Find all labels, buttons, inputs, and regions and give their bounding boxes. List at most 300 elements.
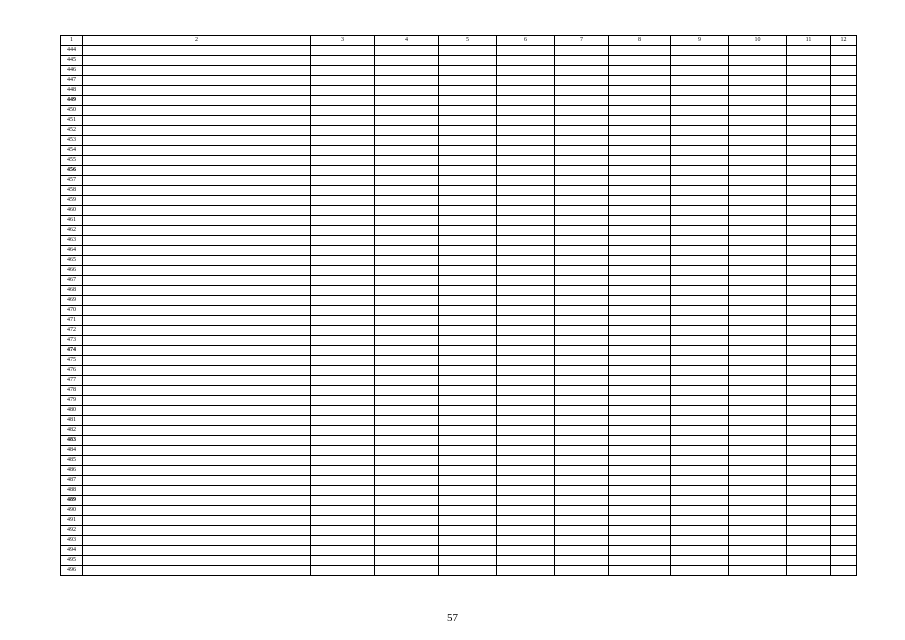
table-cell	[439, 436, 497, 446]
table-cell	[609, 306, 671, 316]
table-cell	[555, 46, 609, 56]
table-cell	[83, 166, 311, 176]
table-cell	[787, 116, 831, 126]
table-cell	[671, 166, 729, 176]
table-cell	[83, 216, 311, 226]
table-cell	[787, 346, 831, 356]
table-cell	[375, 316, 439, 326]
table-cell	[375, 196, 439, 206]
table-cell	[439, 296, 497, 306]
table-cell	[311, 226, 375, 236]
table-cell	[729, 86, 787, 96]
table-cell	[311, 46, 375, 56]
row-number: 467	[61, 276, 83, 286]
table-cell	[671, 396, 729, 406]
table-cell	[831, 346, 857, 356]
table-cell	[787, 66, 831, 76]
table-cell	[439, 486, 497, 496]
table-cell	[831, 96, 857, 106]
table-cell	[609, 146, 671, 156]
table-cell	[497, 56, 555, 66]
table-cell	[439, 446, 497, 456]
table-cell	[555, 486, 609, 496]
table-cell	[439, 506, 497, 516]
subtotal-row	[61, 436, 857, 446]
table-cell	[831, 46, 857, 56]
table-cell	[439, 536, 497, 546]
table-cell	[555, 296, 609, 306]
table-cell	[439, 176, 497, 186]
table-cell	[439, 106, 497, 116]
table-cell	[609, 236, 671, 246]
table-cell	[83, 366, 311, 376]
table-cell	[439, 316, 497, 326]
table-cell	[831, 336, 857, 346]
column-number: 3	[311, 36, 375, 46]
column-number: 9	[671, 36, 729, 46]
table-cell	[311, 86, 375, 96]
table-row	[61, 176, 857, 186]
table-cell	[439, 156, 497, 166]
table-cell	[787, 86, 831, 96]
table-cell	[555, 536, 609, 546]
table-cell	[671, 156, 729, 166]
table-cell	[311, 176, 375, 186]
table-row	[61, 556, 857, 566]
table-cell	[555, 356, 609, 366]
table-row	[61, 106, 857, 116]
table-cell	[311, 476, 375, 486]
table-cell	[311, 286, 375, 296]
table-cell	[831, 546, 857, 556]
table-cell	[671, 96, 729, 106]
table-cell	[83, 546, 311, 556]
table-cell	[609, 566, 671, 576]
table-cell	[439, 226, 497, 236]
table-cell	[497, 336, 555, 346]
table-cell	[671, 216, 729, 226]
table-cell	[729, 276, 787, 286]
table-cell	[831, 406, 857, 416]
table-cell	[439, 206, 497, 216]
table-cell	[555, 86, 609, 96]
table-cell	[497, 226, 555, 236]
table-cell	[729, 446, 787, 456]
table-cell	[83, 76, 311, 86]
table-cell	[555, 216, 609, 226]
table-cell	[83, 236, 311, 246]
row-number: 482	[61, 426, 83, 436]
table-cell	[83, 426, 311, 436]
row-number: 474	[61, 346, 83, 356]
table-cell	[497, 406, 555, 416]
table-cell	[671, 466, 729, 476]
table-cell	[83, 56, 311, 66]
table-cell	[375, 436, 439, 446]
table-cell	[787, 156, 831, 166]
table-cell	[729, 126, 787, 136]
table-cell	[83, 256, 311, 266]
table-cell	[831, 116, 857, 126]
table-cell	[311, 106, 375, 116]
table-cell	[83, 496, 311, 506]
table-cell	[671, 386, 729, 396]
table-cell	[375, 486, 439, 496]
table-cell	[311, 186, 375, 196]
table-cell	[497, 106, 555, 116]
table-cell	[497, 516, 555, 526]
table-cell	[375, 236, 439, 246]
table-cell	[375, 516, 439, 526]
table-row	[61, 446, 857, 456]
column-number: 4	[375, 36, 439, 46]
table-row	[61, 536, 857, 546]
table-cell	[555, 176, 609, 186]
table-cell	[831, 446, 857, 456]
table-cell	[555, 226, 609, 236]
table-cell	[311, 276, 375, 286]
table-cell	[439, 516, 497, 526]
table-cell	[375, 476, 439, 486]
table-cell	[311, 546, 375, 556]
table-cell	[609, 436, 671, 446]
table-cell	[609, 446, 671, 456]
table-cell	[375, 56, 439, 66]
table-cell	[375, 406, 439, 416]
row-number: 460	[61, 206, 83, 216]
table-cell	[671, 176, 729, 186]
table-cell	[311, 466, 375, 476]
table-cell	[787, 306, 831, 316]
table-cell	[83, 346, 311, 356]
table-cell	[671, 266, 729, 276]
table-cell	[609, 506, 671, 516]
table-row	[61, 196, 857, 206]
table-cell	[311, 386, 375, 396]
table-cell	[555, 426, 609, 436]
table-cell	[729, 156, 787, 166]
table-cell	[311, 66, 375, 76]
table-cell	[555, 506, 609, 516]
table-cell	[609, 416, 671, 426]
table-cell	[555, 416, 609, 426]
table-cell	[497, 316, 555, 326]
table-cell	[671, 106, 729, 116]
table-cell	[439, 186, 497, 196]
table-cell	[831, 166, 857, 176]
table-cell	[375, 496, 439, 506]
table-cell	[555, 376, 609, 386]
table-cell	[671, 296, 729, 306]
table-cell	[787, 256, 831, 266]
table-cell	[83, 296, 311, 306]
table-cell	[831, 566, 857, 576]
table-cell	[83, 66, 311, 76]
table-cell	[311, 456, 375, 466]
table-cell	[787, 436, 831, 446]
table-cell	[787, 196, 831, 206]
table-cell	[83, 516, 311, 526]
row-number: 493	[61, 536, 83, 546]
table-cell	[555, 106, 609, 116]
row-number: 452	[61, 126, 83, 136]
table-cell	[311, 446, 375, 456]
table-cell	[787, 356, 831, 366]
table-row	[61, 546, 857, 556]
table-cell	[497, 116, 555, 126]
table-cell	[311, 326, 375, 336]
table-cell	[787, 506, 831, 516]
table-cell	[729, 556, 787, 566]
table-cell	[311, 146, 375, 156]
page-number: 57	[447, 612, 458, 624]
table-cell	[311, 396, 375, 406]
table-cell	[375, 336, 439, 346]
table-cell	[375, 376, 439, 386]
table-cell	[671, 76, 729, 86]
row-number: 478	[61, 386, 83, 396]
table-cell	[729, 286, 787, 296]
table-cell	[311, 426, 375, 436]
table-cell	[311, 76, 375, 86]
table-cell	[729, 96, 787, 106]
table-cell	[831, 306, 857, 316]
table-cell	[671, 536, 729, 546]
table-cell	[729, 436, 787, 446]
table-cell	[311, 496, 375, 506]
column-number-row	[61, 36, 857, 46]
table-cell	[729, 266, 787, 276]
table-row	[61, 416, 857, 426]
row-number: 450	[61, 106, 83, 116]
table-cell	[831, 536, 857, 546]
table-cell	[497, 486, 555, 496]
row-number: 484	[61, 446, 83, 456]
table-cell	[831, 186, 857, 196]
table-cell	[609, 56, 671, 66]
table-cell	[609, 106, 671, 116]
table-row	[61, 146, 857, 156]
table-cell	[729, 196, 787, 206]
table-cell	[671, 566, 729, 576]
table-cell	[729, 326, 787, 336]
table-cell	[497, 256, 555, 266]
table-cell	[375, 386, 439, 396]
table-cell	[729, 176, 787, 186]
table-cell	[729, 216, 787, 226]
table-cell	[671, 146, 729, 156]
table-cell	[831, 506, 857, 516]
table-cell	[439, 46, 497, 56]
register-body	[61, 36, 857, 576]
table-cell	[375, 46, 439, 56]
table-cell	[671, 126, 729, 136]
table-cell	[729, 186, 787, 196]
subtotal-row	[61, 496, 857, 506]
table-cell	[671, 186, 729, 196]
table-row	[61, 266, 857, 276]
table-cell	[609, 476, 671, 486]
table-cell	[83, 396, 311, 406]
table-cell	[439, 526, 497, 536]
table-cell	[729, 336, 787, 346]
table-cell	[671, 136, 729, 146]
table-cell	[671, 356, 729, 366]
table-cell	[729, 566, 787, 576]
table-row	[61, 156, 857, 166]
table-cell	[555, 556, 609, 566]
table-cell	[375, 256, 439, 266]
table-cell	[375, 226, 439, 236]
table-cell	[729, 166, 787, 176]
table-cell	[497, 126, 555, 136]
table-cell	[83, 506, 311, 516]
table-cell	[831, 496, 857, 506]
table-cell	[311, 166, 375, 176]
table-cell	[555, 266, 609, 276]
table-cell	[497, 166, 555, 176]
table-cell	[831, 236, 857, 246]
table-cell	[439, 86, 497, 96]
table-cell	[787, 246, 831, 256]
table-cell	[671, 436, 729, 446]
table-cell	[311, 376, 375, 386]
table-cell	[787, 376, 831, 386]
table-cell	[497, 266, 555, 276]
table-row	[61, 306, 857, 316]
table-cell	[311, 416, 375, 426]
table-row	[61, 336, 857, 346]
table-cell	[497, 466, 555, 476]
table-cell	[439, 276, 497, 286]
table-cell	[787, 456, 831, 466]
table-cell	[787, 216, 831, 226]
table-cell	[83, 146, 311, 156]
table-cell	[375, 76, 439, 86]
table-cell	[729, 256, 787, 266]
row-number: 468	[61, 286, 83, 296]
table-cell	[609, 486, 671, 496]
table-cell	[729, 46, 787, 56]
table-cell	[609, 166, 671, 176]
table-cell	[497, 416, 555, 426]
table-cell	[83, 136, 311, 146]
table-cell	[375, 176, 439, 186]
table-cell	[609, 526, 671, 536]
table-cell	[83, 436, 311, 446]
table-cell	[609, 136, 671, 146]
table-cell	[609, 86, 671, 96]
table-cell	[609, 396, 671, 406]
table-cell	[83, 96, 311, 106]
column-number: 11	[787, 36, 831, 46]
table-cell	[311, 516, 375, 526]
table-cell	[831, 266, 857, 276]
table-cell	[787, 546, 831, 556]
table-cell	[497, 196, 555, 206]
table-cell	[555, 326, 609, 336]
table-cell	[439, 286, 497, 296]
table-cell	[787, 486, 831, 496]
table-cell	[83, 566, 311, 576]
table-cell	[497, 506, 555, 516]
table-row	[61, 356, 857, 366]
table-cell	[375, 326, 439, 336]
table-cell	[83, 156, 311, 166]
table-cell	[497, 566, 555, 576]
table-cell	[555, 366, 609, 376]
table-row	[61, 126, 857, 136]
table-cell	[787, 46, 831, 56]
table-row	[61, 276, 857, 286]
row-number: 469	[61, 296, 83, 306]
row-number: 479	[61, 396, 83, 406]
table-cell	[831, 216, 857, 226]
row-number: 458	[61, 186, 83, 196]
table-cell	[787, 526, 831, 536]
table-cell	[439, 346, 497, 356]
table-cell	[729, 406, 787, 416]
table-cell	[83, 336, 311, 346]
row-number: 449	[61, 96, 83, 106]
table-cell	[439, 356, 497, 366]
table-cell	[83, 186, 311, 196]
table-cell	[671, 46, 729, 56]
table-cell	[439, 496, 497, 506]
table-cell	[375, 306, 439, 316]
table-cell	[83, 266, 311, 276]
table-cell	[497, 186, 555, 196]
table-cell	[609, 466, 671, 476]
table-cell	[555, 256, 609, 266]
column-number: 2	[83, 36, 311, 46]
subtotal-row	[61, 96, 857, 106]
table-cell	[787, 516, 831, 526]
table-cell	[555, 466, 609, 476]
table-cell	[497, 536, 555, 546]
table-cell	[671, 546, 729, 556]
table-cell	[83, 466, 311, 476]
table-cell	[375, 526, 439, 536]
table-cell	[729, 116, 787, 126]
row-number: 472	[61, 326, 83, 336]
table-cell	[555, 496, 609, 506]
table-cell	[311, 366, 375, 376]
table-cell	[83, 226, 311, 236]
table-cell	[729, 56, 787, 66]
row-number: 448	[61, 86, 83, 96]
table-cell	[787, 336, 831, 346]
table-cell	[729, 546, 787, 556]
table-cell	[555, 146, 609, 156]
row-number: 456	[61, 166, 83, 176]
table-cell	[311, 156, 375, 166]
table-cell	[787, 236, 831, 246]
table-cell	[439, 416, 497, 426]
row-number: 486	[61, 466, 83, 476]
table-cell	[609, 196, 671, 206]
table-cell	[497, 276, 555, 286]
table-cell	[609, 186, 671, 196]
table-cell	[671, 476, 729, 486]
table-cell	[311, 266, 375, 276]
table-cell	[729, 146, 787, 156]
table-cell	[555, 166, 609, 176]
table-cell	[787, 496, 831, 506]
table-cell	[609, 206, 671, 216]
table-cell	[555, 236, 609, 246]
table-cell	[439, 216, 497, 226]
